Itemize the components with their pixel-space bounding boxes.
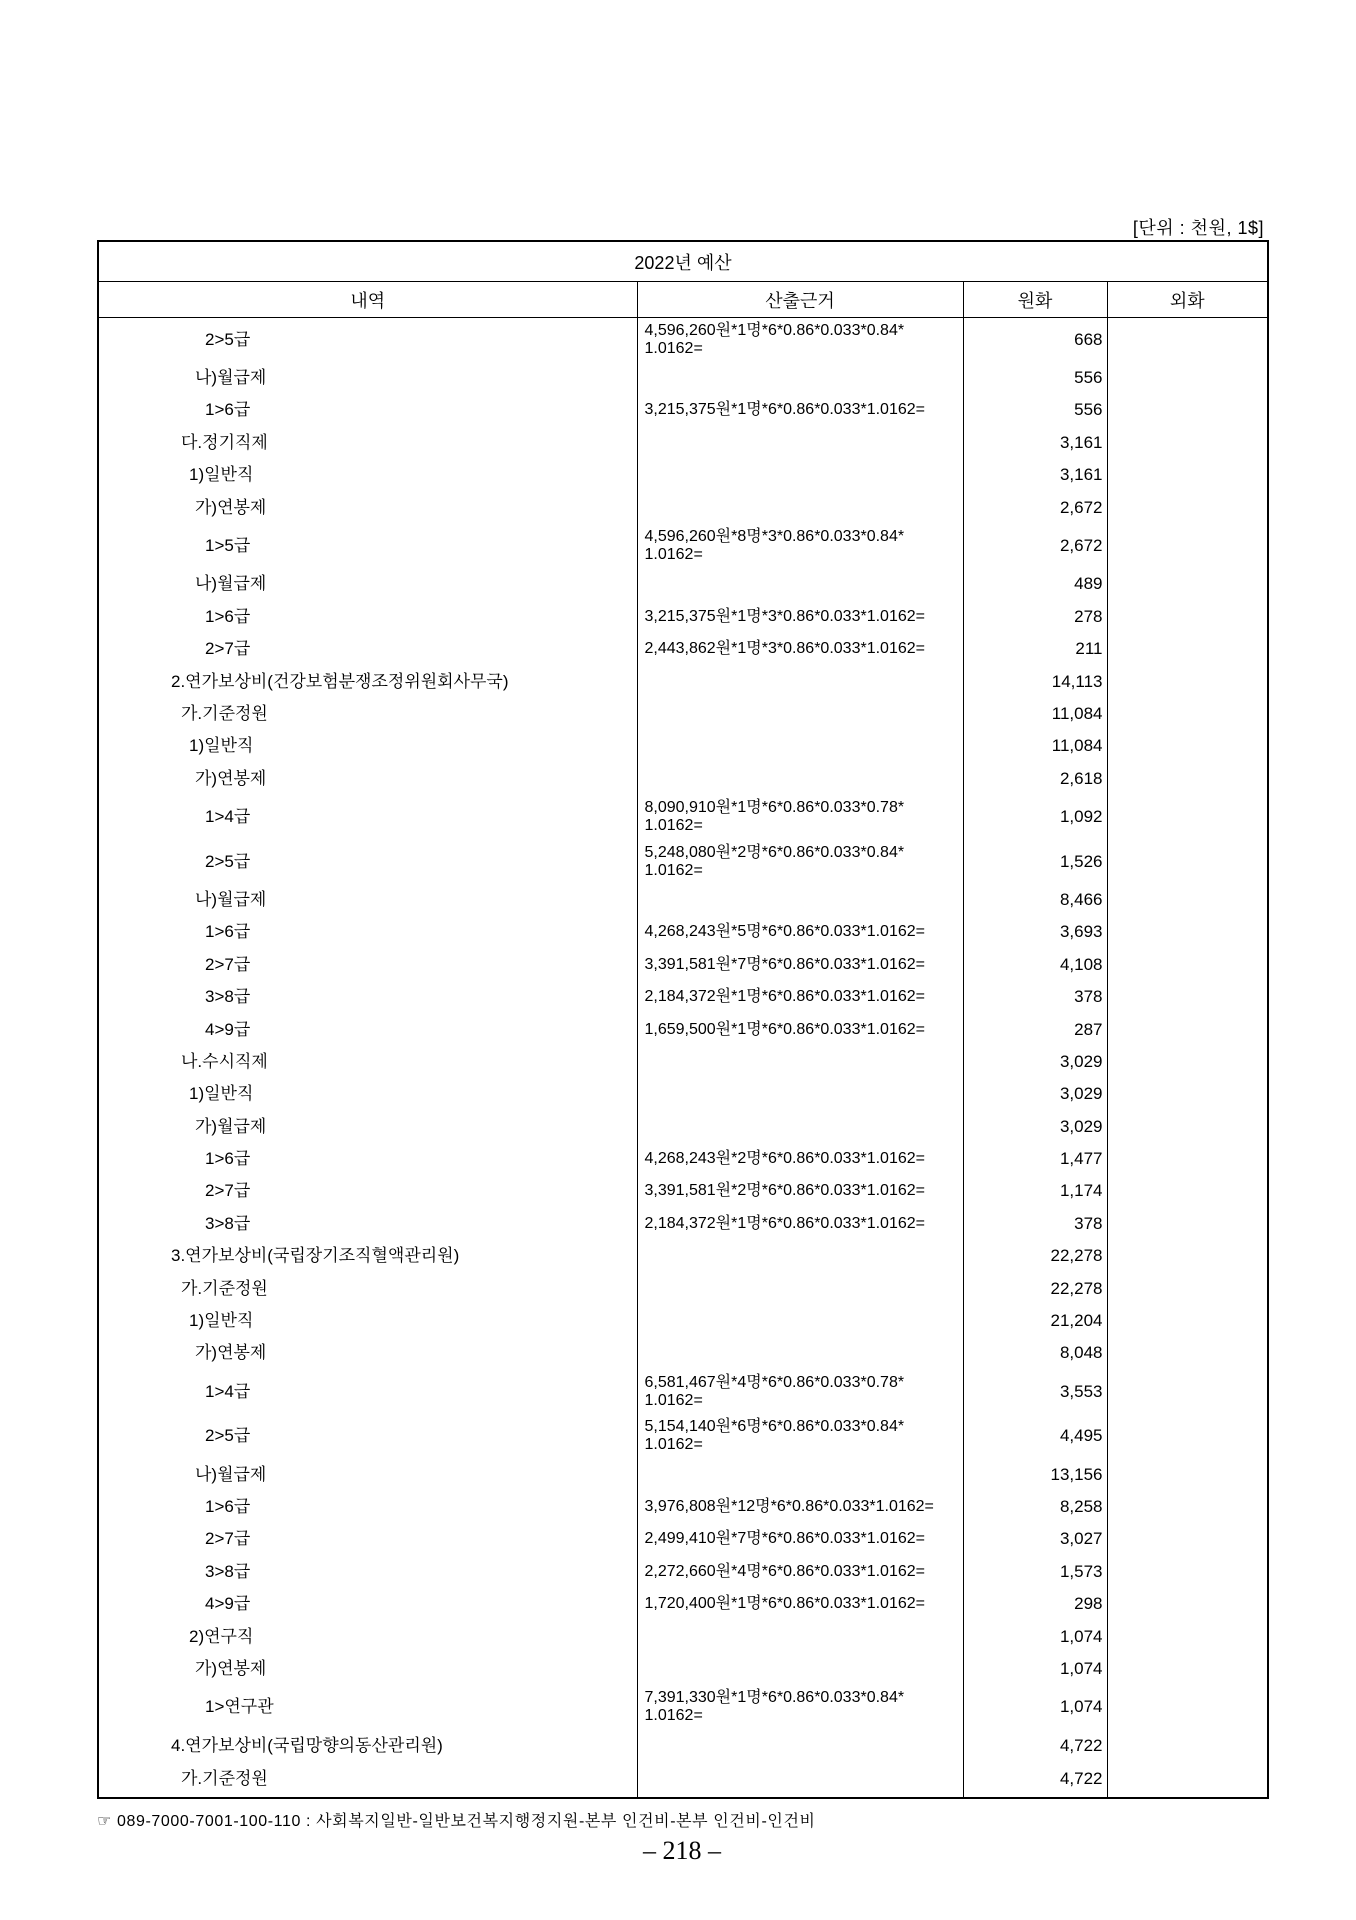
foreign-currency-amount-cell	[1107, 1240, 1268, 1272]
page-number: – 218 –	[643, 1836, 721, 1865]
foreign-currency-amount-cell	[1107, 1762, 1268, 1798]
table-row	[98, 1414, 1268, 1458]
table-row	[98, 1685, 1268, 1729]
item-cell: 가)연봉제	[98, 1653, 637, 1685]
foreign-currency-amount-cell	[1107, 1110, 1268, 1142]
budget-code-note: ☞ 089-7000-7001-100-110 : 사회복지일반-일반보건복지행정지원-본부 인건비-본부 인건비-인건비	[97, 1813, 816, 1830]
table-row	[98, 730, 1268, 762]
foreign-currency-amount-cell	[1107, 1370, 1268, 1414]
krw-amount-cell: 22,278	[963, 1272, 1107, 1304]
item-cell: 가.기준정원	[98, 698, 637, 730]
table-row	[98, 795, 1268, 839]
krw-amount-cell: 3,161	[963, 427, 1107, 459]
table-row	[98, 1208, 1268, 1240]
table-row	[98, 459, 1268, 491]
item-cell: 2>7급	[98, 633, 637, 665]
table-row	[98, 763, 1268, 795]
foreign-currency-amount-cell	[1107, 1730, 1268, 1762]
krw-amount-cell: 8,258	[963, 1491, 1107, 1523]
krw-amount-cell: 4,108	[963, 949, 1107, 981]
calculation-basis-cell	[637, 730, 963, 762]
calculation-basis-cell	[637, 1272, 963, 1304]
column-header-item: 내역	[98, 282, 637, 318]
foreign-currency-amount-cell	[1107, 795, 1268, 839]
calculation-basis-cell: 2,499,410원*7명*6*0.86*0.033*1.0162=	[637, 1523, 963, 1555]
foreign-currency-amount-cell	[1107, 1272, 1268, 1304]
calculation-basis-cell	[637, 1653, 963, 1685]
foreign-currency-amount-cell	[1107, 318, 1268, 362]
krw-amount-cell: 13,156	[963, 1458, 1107, 1490]
item-cell: 4>9급	[98, 1588, 637, 1620]
foreign-currency-amount-cell	[1107, 1046, 1268, 1078]
krw-amount-cell: 11,084	[963, 730, 1107, 762]
calculation-basis-cell	[637, 1337, 963, 1369]
krw-amount-cell: 3,029	[963, 1078, 1107, 1110]
item-cell: 3.연가보상비(국립장기조직혈액관리원)	[98, 1240, 637, 1272]
foreign-currency-amount-cell	[1107, 633, 1268, 665]
foreign-currency-amount-cell	[1107, 884, 1268, 916]
krw-amount-cell: 2,672	[963, 491, 1107, 523]
calculation-basis-cell	[637, 491, 963, 523]
column-header-row	[98, 282, 1268, 318]
item-cell: 1)일반직	[98, 1305, 637, 1337]
table-row	[98, 362, 1268, 394]
krw-amount-cell: 2,672	[963, 524, 1107, 568]
table-row	[98, 1305, 1268, 1337]
foreign-currency-amount-cell	[1107, 1143, 1268, 1175]
table-row	[98, 1620, 1268, 1652]
item-cell: 1>연구관	[98, 1685, 637, 1729]
krw-amount-cell: 211	[963, 633, 1107, 665]
foreign-currency-amount-cell	[1107, 1175, 1268, 1207]
table-row	[98, 981, 1268, 1013]
unit-label: [단위 : 천원, 1$]	[1132, 218, 1264, 238]
calculation-basis-cell: 3,976,808원*12명*6*0.86*0.033*1.0162=	[637, 1491, 963, 1523]
calculation-basis-cell	[637, 884, 963, 916]
item-cell: 1)일반직	[98, 730, 637, 762]
foreign-currency-amount-cell	[1107, 1337, 1268, 1369]
foreign-currency-amount-cell	[1107, 427, 1268, 459]
krw-amount-cell: 298	[963, 1588, 1107, 1620]
item-cell: 1)일반직	[98, 459, 637, 491]
table-row	[98, 1337, 1268, 1369]
table-caption-row	[98, 241, 1268, 282]
table-row	[98, 568, 1268, 600]
foreign-currency-amount-cell	[1107, 394, 1268, 426]
calculation-basis-cell: 3,391,581원*7명*6*0.86*0.033*1.0162=	[637, 949, 963, 981]
krw-amount-cell: 1,074	[963, 1620, 1107, 1652]
item-cell: 2)연구직	[98, 1620, 637, 1652]
calculation-basis-cell: 3,391,581원*2명*6*0.86*0.033*1.0162=	[637, 1175, 963, 1207]
item-cell: 가.기준정원	[98, 1272, 637, 1304]
foreign-currency-amount-cell	[1107, 1620, 1268, 1652]
foreign-currency-amount-cell	[1107, 1491, 1268, 1523]
foreign-currency-amount-cell	[1107, 839, 1268, 883]
krw-amount-cell: 2,618	[963, 763, 1107, 795]
table-row	[98, 1078, 1268, 1110]
calculation-basis-cell: 7,391,330원*1명*6*0.86*0.033*0.84* 1.0162=	[637, 1685, 963, 1729]
foreign-currency-amount-cell	[1107, 730, 1268, 762]
krw-amount-cell: 1,074	[963, 1653, 1107, 1685]
item-cell: 가)월급제	[98, 1110, 637, 1142]
item-cell: 1>4급	[98, 795, 637, 839]
calculation-basis-cell	[637, 1305, 963, 1337]
table-row	[98, 839, 1268, 883]
foreign-currency-amount-cell	[1107, 1208, 1268, 1240]
krw-amount-cell: 14,113	[963, 665, 1107, 697]
krw-amount-cell: 3,693	[963, 916, 1107, 948]
calculation-basis-cell	[637, 665, 963, 697]
item-cell: 3>8급	[98, 981, 637, 1013]
calculation-basis-cell: 2,184,372원*1명*6*0.86*0.033*1.0162=	[637, 981, 963, 1013]
calculation-basis-cell	[637, 1078, 963, 1110]
krw-amount-cell: 287	[963, 1013, 1107, 1045]
calculation-basis-cell: 2,272,660원*4명*6*0.86*0.033*1.0162=	[637, 1556, 963, 1588]
krw-amount-cell: 489	[963, 568, 1107, 600]
foreign-currency-amount-cell	[1107, 763, 1268, 795]
krw-amount-cell: 1,573	[963, 1556, 1107, 1588]
budget-table	[97, 240, 1269, 1799]
table-caption: 2022년 예산	[98, 241, 1268, 282]
calculation-basis-cell: 4,596,260원*8명*3*0.86*0.033*0.84* 1.0162=	[637, 524, 963, 568]
calculation-basis-cell	[637, 698, 963, 730]
calculation-basis-cell	[637, 459, 963, 491]
foreign-currency-amount-cell	[1107, 1414, 1268, 1458]
column-header-foreign-currency: 외화	[1107, 282, 1268, 318]
item-cell: 2>5급	[98, 318, 637, 362]
foreign-currency-amount-cell	[1107, 1458, 1268, 1490]
calculation-basis-cell: 4,268,243원*2명*6*0.86*0.033*1.0162=	[637, 1143, 963, 1175]
table-row	[98, 491, 1268, 523]
krw-amount-cell: 3,029	[963, 1110, 1107, 1142]
krw-amount-cell: 3,161	[963, 459, 1107, 491]
krw-amount-cell: 3,029	[963, 1046, 1107, 1078]
item-cell: 1)일반직	[98, 1078, 637, 1110]
calculation-basis-cell: 1,659,500원*1명*6*0.86*0.033*1.0162=	[637, 1013, 963, 1045]
item-cell: 3>8급	[98, 1556, 637, 1588]
calculation-basis-cell: 3,215,375원*1명*3*0.86*0.033*1.0162=	[637, 601, 963, 633]
calculation-basis-cell: 8,090,910원*1명*6*0.86*0.033*0.78* 1.0162=	[637, 795, 963, 839]
item-cell: 나.수시직제	[98, 1046, 637, 1078]
foreign-currency-amount-cell	[1107, 568, 1268, 600]
krw-amount-cell: 3,027	[963, 1523, 1107, 1555]
table-row	[98, 1110, 1268, 1142]
table-row	[98, 1653, 1268, 1685]
calculation-basis-cell	[637, 1046, 963, 1078]
table-row	[98, 1370, 1268, 1414]
foreign-currency-amount-cell	[1107, 981, 1268, 1013]
item-cell: 1>6급	[98, 916, 637, 948]
calculation-basis-cell: 3,215,375원*1명*6*0.86*0.033*1.0162=	[637, 394, 963, 426]
item-cell: 나)월급제	[98, 568, 637, 600]
calculation-basis-cell: 5,154,140원*6명*6*0.86*0.033*0.84* 1.0162=	[637, 1414, 963, 1458]
foreign-currency-amount-cell	[1107, 1078, 1268, 1110]
table-row	[98, 1013, 1268, 1045]
krw-amount-cell: 21,204	[963, 1305, 1107, 1337]
calculation-basis-cell	[637, 1730, 963, 1762]
foreign-currency-amount-cell	[1107, 362, 1268, 394]
item-cell: 2>7급	[98, 1523, 637, 1555]
table-row	[98, 1556, 1268, 1588]
krw-amount-cell: 556	[963, 394, 1107, 426]
item-cell: 가)연봉제	[98, 491, 637, 523]
krw-amount-cell: 1,477	[963, 1143, 1107, 1175]
calculation-basis-cell: 1,720,400원*1명*6*0.86*0.033*1.0162=	[637, 1588, 963, 1620]
calculation-basis-cell: 4,268,243원*5명*6*0.86*0.033*1.0162=	[637, 916, 963, 948]
item-cell: 2>5급	[98, 839, 637, 883]
item-cell: 나)월급제	[98, 884, 637, 916]
item-cell: 나)월급제	[98, 362, 637, 394]
item-cell: 1>4급	[98, 1370, 637, 1414]
table-row	[98, 1762, 1268, 1798]
foreign-currency-amount-cell	[1107, 1588, 1268, 1620]
table-row	[98, 1491, 1268, 1523]
calculation-basis-cell	[637, 427, 963, 459]
table-row	[98, 1523, 1268, 1555]
table-row	[98, 884, 1268, 916]
column-header-krw: 원화	[963, 282, 1107, 318]
table-row	[98, 633, 1268, 665]
foreign-currency-amount-cell	[1107, 1013, 1268, 1045]
foreign-currency-amount-cell	[1107, 1685, 1268, 1729]
item-cell: 가)연봉제	[98, 1337, 637, 1369]
calculation-basis-cell	[637, 763, 963, 795]
krw-amount-cell: 8,466	[963, 884, 1107, 916]
table-row	[98, 916, 1268, 948]
calculation-basis-cell: 5,248,080원*2명*6*0.86*0.033*0.84* 1.0162=	[637, 839, 963, 883]
foreign-currency-amount-cell	[1107, 665, 1268, 697]
table-row	[98, 665, 1268, 697]
item-cell: 1>5급	[98, 524, 637, 568]
foreign-currency-amount-cell	[1107, 698, 1268, 730]
krw-amount-cell: 4,495	[963, 1414, 1107, 1458]
krw-amount-cell: 668	[963, 318, 1107, 362]
item-cell: 나)월급제	[98, 1458, 637, 1490]
item-cell: 1>6급	[98, 1143, 637, 1175]
item-cell: 가)연봉제	[98, 763, 637, 795]
foreign-currency-amount-cell	[1107, 491, 1268, 523]
table-row	[98, 394, 1268, 426]
table-body	[98, 318, 1268, 1798]
foreign-currency-amount-cell	[1107, 524, 1268, 568]
krw-amount-cell: 1,074	[963, 1685, 1107, 1729]
krw-amount-cell: 3,553	[963, 1370, 1107, 1414]
item-cell: 2.연가보상비(건강보험분쟁조정위원회사무국)	[98, 665, 637, 697]
table-row	[98, 318, 1268, 362]
item-cell: 4>9급	[98, 1013, 637, 1045]
krw-amount-cell: 4,722	[963, 1762, 1107, 1798]
krw-amount-cell: 1,092	[963, 795, 1107, 839]
table-row	[98, 1143, 1268, 1175]
table-row	[98, 1588, 1268, 1620]
krw-amount-cell: 378	[963, 981, 1107, 1013]
table-row	[98, 427, 1268, 459]
calculation-basis-cell: 4,596,260원*1명*6*0.86*0.033*0.84* 1.0162=	[637, 318, 963, 362]
foreign-currency-amount-cell	[1107, 1305, 1268, 1337]
foreign-currency-amount-cell	[1107, 601, 1268, 633]
table-row	[98, 698, 1268, 730]
krw-amount-cell: 278	[963, 601, 1107, 633]
krw-amount-cell: 22,278	[963, 1240, 1107, 1272]
item-cell: 1>6급	[98, 1491, 637, 1523]
item-cell: 2>5급	[98, 1414, 637, 1458]
calculation-basis-cell	[637, 1110, 963, 1142]
foreign-currency-amount-cell	[1107, 916, 1268, 948]
table-row	[98, 1458, 1268, 1490]
calculation-basis-cell	[637, 362, 963, 394]
item-cell: 1>6급	[98, 601, 637, 633]
calculation-basis-cell: 2,443,862원*1명*3*0.86*0.033*1.0162=	[637, 633, 963, 665]
krw-amount-cell: 1,526	[963, 839, 1107, 883]
table-row	[98, 1272, 1268, 1304]
foreign-currency-amount-cell	[1107, 949, 1268, 981]
krw-amount-cell: 4,722	[963, 1730, 1107, 1762]
calculation-basis-cell	[637, 1240, 963, 1272]
table-row	[98, 949, 1268, 981]
item-cell: 2>7급	[98, 1175, 637, 1207]
table-row	[98, 1175, 1268, 1207]
krw-amount-cell: 378	[963, 1208, 1107, 1240]
foreign-currency-amount-cell	[1107, 1653, 1268, 1685]
calculation-basis-cell: 6,581,467원*4명*6*0.86*0.033*0.78* 1.0162=	[637, 1370, 963, 1414]
calculation-basis-cell	[637, 1458, 963, 1490]
item-cell: 2>7급	[98, 949, 637, 981]
krw-amount-cell: 556	[963, 362, 1107, 394]
krw-amount-cell: 1,174	[963, 1175, 1107, 1207]
table-row	[98, 1240, 1268, 1272]
table-row	[98, 601, 1268, 633]
foreign-currency-amount-cell	[1107, 1556, 1268, 1588]
krw-amount-cell: 11,084	[963, 698, 1107, 730]
calculation-basis-cell: 2,184,372원*1명*6*0.86*0.033*1.0162=	[637, 1208, 963, 1240]
calculation-basis-cell	[637, 1762, 963, 1798]
item-cell: 4.연가보상비(국립망향의동산관리원)	[98, 1730, 637, 1762]
table-row	[98, 524, 1268, 568]
calculation-basis-cell	[637, 1620, 963, 1652]
table-row	[98, 1730, 1268, 1762]
foreign-currency-amount-cell	[1107, 459, 1268, 491]
table-row	[98, 1046, 1268, 1078]
foreign-currency-amount-cell	[1107, 1523, 1268, 1555]
item-cell: 가.기준정원	[98, 1762, 637, 1798]
item-cell: 1>6급	[98, 394, 637, 426]
calculation-basis-cell	[637, 568, 963, 600]
item-cell: 다.정기직제	[98, 427, 637, 459]
item-cell: 3>8급	[98, 1208, 637, 1240]
krw-amount-cell: 8,048	[963, 1337, 1107, 1369]
column-header-basis: 산출근거	[637, 282, 963, 318]
